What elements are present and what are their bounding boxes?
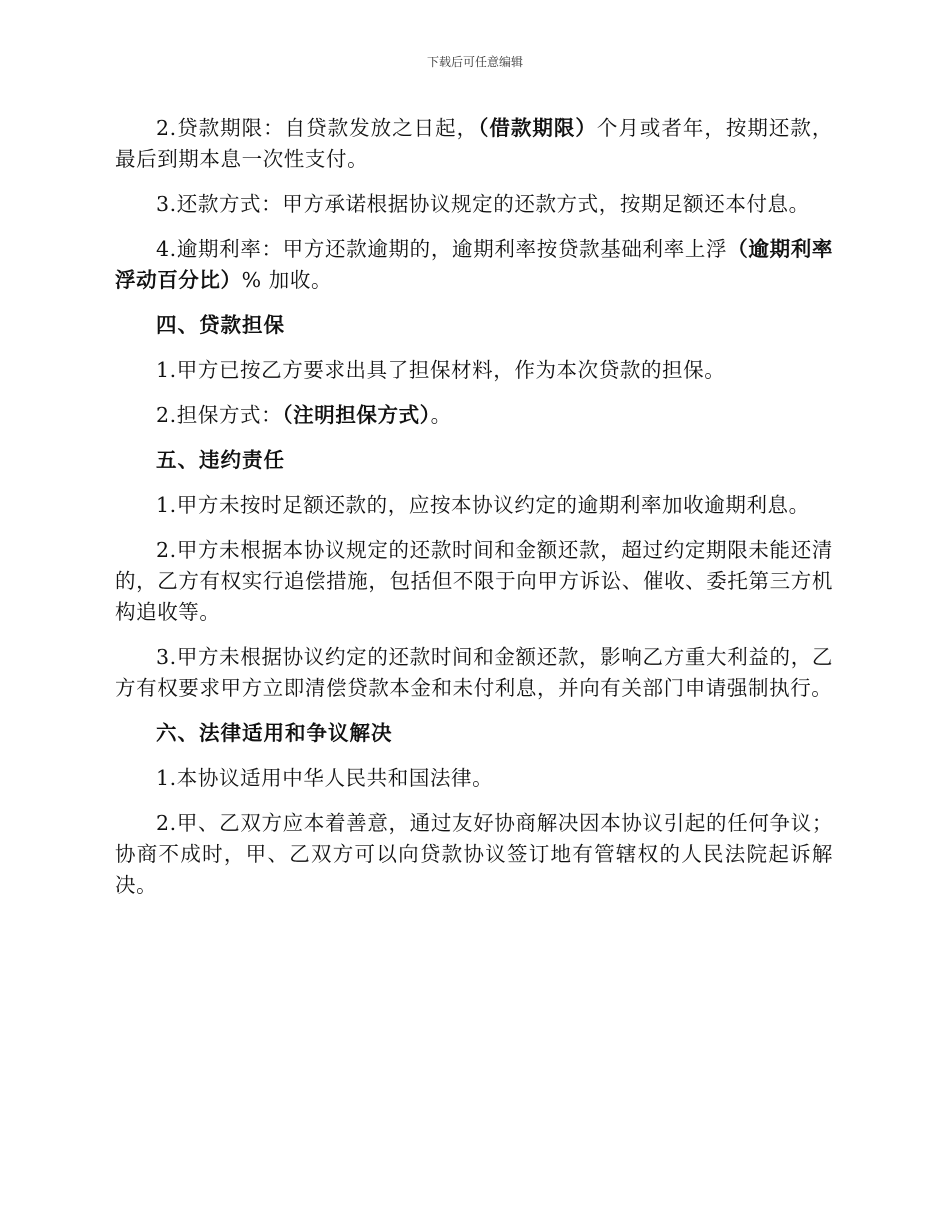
clause-text: 4.逾期利率：甲方还款逾期的，逾期利率按贷款基础利率上浮 — [156, 237, 728, 261]
clause-repayment-method: 3.还款方式：甲方承诺根据协议规定的还款方式，按期足额还本付息。 — [156, 192, 810, 216]
clause-law-2: 2.甲、乙双方应本着善意，通过友好协商解决因本协议引起的任何争议；协商不成时，甲、乙双方可以向贷款协议签订地有管辖权的人民法院起诉解决。 — [115, 811, 833, 897]
document-body — [115, 113, 833, 915]
clause-text: 。 — [430, 403, 452, 427]
placeholder-guarantee-method: （注明担保方式） — [282, 403, 431, 427]
clause-breach-1: 1.甲方未按时足额还款的，应按本协议约定的逾期利率加收逾期利息。 — [156, 493, 810, 517]
clause-breach-3: 3.甲方未根据协议约定的还款时间和金额还款，影响乙方重大利益的，乙方有权要求甲方立即清偿贷款本金和未付利息，并向有关部门申请强制执行。 — [115, 645, 833, 700]
section-heading-law: 六、法律适用和争议解决 — [156, 721, 393, 745]
clause-text: 2.担保方式： — [156, 403, 283, 427]
clause-text: % 加收。 — [241, 268, 333, 292]
clause-text: 个月或者年，按期还款，最后到期本息一次性支付。 — [115, 116, 833, 171]
placeholder-overdue-rate: （逾期利率浮动百分比） — [115, 237, 834, 292]
clause-breach-2: 2.甲方未根据本协议规定的还款时间和金额还款，超过约定期限未能还清的，乙方有权实行追偿措施，包括但不限于向甲方诉讼、催收、委托第三方机构追收等。 — [115, 538, 833, 624]
clause-law-1: 1.本协议适用中华人民共和国法律。 — [156, 766, 494, 790]
clause-guarantee-method — [115, 400, 833, 431]
clause-guarantee-materials: 1.甲方已按乙方要求出具了担保材料，作为本次贷款的担保。 — [156, 358, 726, 382]
clause-text: 2.贷款期限：自贷款发放之日起， — [156, 116, 479, 140]
clause-loan-term — [115, 113, 833, 175]
section-heading-breach: 五、违约责任 — [156, 448, 285, 472]
clause-overdue-rate — [115, 234, 833, 296]
page-header: 下载后可任意编辑 — [426, 55, 523, 69]
section-heading-guarantee: 四、贷款担保 — [156, 313, 285, 337]
placeholder-loan-period: （借款期限） — [478, 116, 597, 140]
